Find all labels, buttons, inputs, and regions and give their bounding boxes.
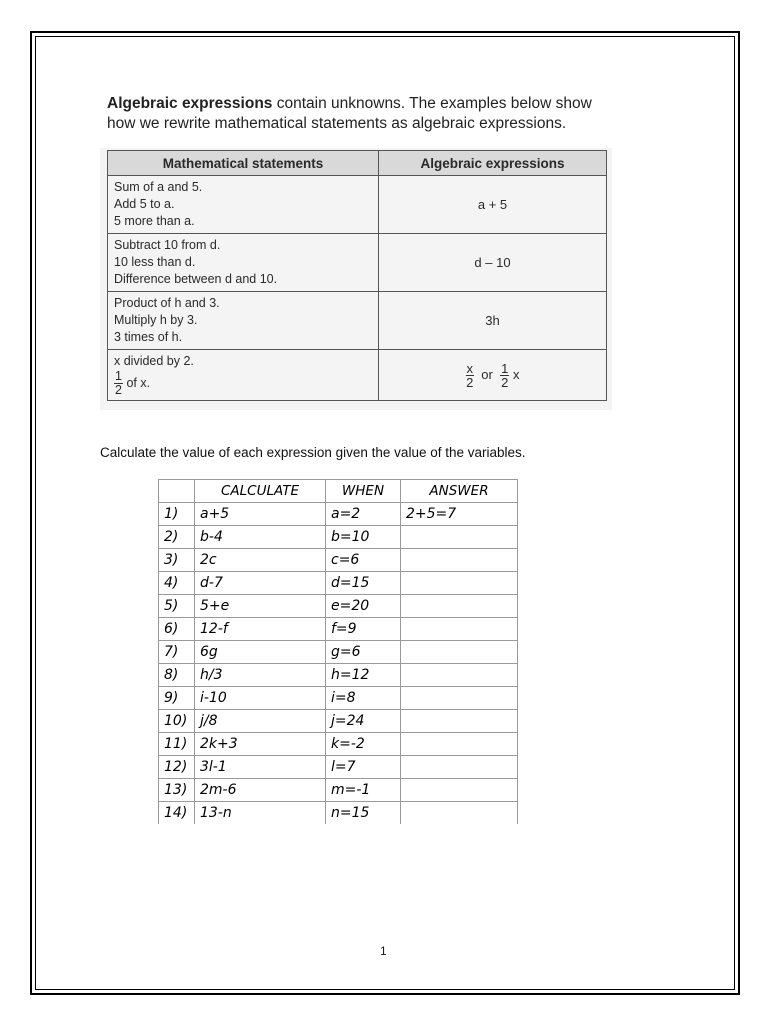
worksheet-table — [158, 479, 518, 824]
answer-cell[interactable] — [401, 595, 518, 618]
table-row — [159, 618, 518, 641]
reference-row — [108, 350, 607, 401]
expression-cell: d – 10 — [379, 234, 607, 292]
reference-row — [108, 234, 607, 292]
calculate-cell: d-7 — [195, 572, 326, 595]
answer-cell[interactable] — [401, 779, 518, 802]
table-row — [159, 595, 518, 618]
statement-text: of x. — [126, 375, 151, 390]
statement-line: Add 5 to a. — [114, 197, 175, 211]
table-row — [159, 664, 518, 687]
answer-cell[interactable] — [401, 756, 518, 779]
header-statements: Mathematical statements — [108, 151, 379, 176]
fraction-numerator: 1 — [115, 369, 122, 383]
calculate-cell: 12-f — [195, 618, 326, 641]
calculate-cell: a+5 — [195, 503, 326, 526]
statement-line: x divided by 2. — [114, 354, 194, 368]
statement-line: 3 times of h. — [114, 330, 183, 344]
expression-cell: 3h — [379, 292, 607, 350]
when-cell: n=15 — [326, 802, 401, 825]
reference-table — [107, 150, 607, 401]
when-cell: j=24 — [326, 710, 401, 733]
reference-row — [108, 292, 607, 350]
when-cell: e=20 — [326, 595, 401, 618]
fraction-denominator: 2 — [466, 374, 474, 390]
statement-line: 10 less than d. — [114, 255, 196, 269]
statement-line: Sum of a and 5. — [114, 180, 203, 194]
table-row — [159, 572, 518, 595]
statements-cell — [108, 234, 379, 292]
calculate-cell: 2c — [195, 549, 326, 572]
row-number-cell: 4) — [159, 572, 195, 595]
table-row — [159, 733, 518, 756]
calculate-cell: 2m-6 — [195, 779, 326, 802]
intro-text: contain unknowns. The examples below show how we rewrite mathematical statements as algebraic expressions. — [107, 95, 592, 132]
fraction — [500, 362, 509, 389]
answer-cell[interactable] — [401, 526, 518, 549]
header-number — [159, 480, 195, 503]
statements-cell — [108, 292, 379, 350]
when-cell: d=15 — [326, 572, 401, 595]
calculate-cell: i-10 — [195, 687, 326, 710]
statement-line: Product of h and 3. — [114, 296, 220, 310]
page-number: 1 — [380, 944, 387, 958]
header-when: WHEN — [326, 480, 401, 503]
table-row — [159, 687, 518, 710]
calculate-cell: 6g — [195, 641, 326, 664]
when-cell: c=6 — [326, 549, 401, 572]
answer-cell[interactable] — [401, 549, 518, 572]
table-row — [159, 641, 518, 664]
statement-line: Multiply h by 3. — [114, 313, 198, 327]
row-number-cell: 5) — [159, 595, 195, 618]
statements-cell — [108, 350, 379, 401]
statement-line: 5 more than a. — [114, 214, 195, 228]
answer-cell[interactable] — [401, 641, 518, 664]
fraction — [114, 370, 123, 397]
row-number-cell: 7) — [159, 641, 195, 664]
calculate-cell: b-4 — [195, 526, 326, 549]
calculate-cell: 2k+3 — [195, 733, 326, 756]
when-cell: f=9 — [326, 618, 401, 641]
calculate-cell: h/3 — [195, 664, 326, 687]
answer-cell[interactable] — [401, 572, 518, 595]
answer-cell[interactable] — [401, 802, 518, 825]
calculate-cell: 3l-1 — [195, 756, 326, 779]
fraction — [466, 362, 475, 389]
intro-bold-term: Algebraic expressions — [107, 95, 273, 112]
variable: x — [512, 366, 520, 382]
or-text: or — [481, 366, 493, 382]
row-number-cell: 6) — [159, 618, 195, 641]
fraction-denominator: 2 — [501, 374, 509, 390]
row-number-cell: 2) — [159, 526, 195, 549]
fraction-numerator: x — [466, 360, 474, 376]
row-number-cell: 9) — [159, 687, 195, 710]
statements-cell — [108, 176, 379, 234]
header-answer: ANSWER — [401, 480, 518, 503]
answer-cell[interactable] — [401, 687, 518, 710]
row-number-cell: 3) — [159, 549, 195, 572]
header-expressions: Algebraic expressions — [379, 151, 607, 176]
when-cell: k=-2 — [326, 733, 401, 756]
when-cell: i=8 — [326, 687, 401, 710]
fraction-denominator: 2 — [115, 383, 122, 397]
statement-line-fraction — [114, 370, 372, 397]
when-cell: a=2 — [326, 503, 401, 526]
calculate-cell: j/8 — [195, 710, 326, 733]
table-row — [159, 503, 518, 526]
calculate-cell: 5+e — [195, 595, 326, 618]
table-row — [159, 710, 518, 733]
intro-paragraph — [107, 94, 617, 134]
row-number-cell: 13) — [159, 779, 195, 802]
statement-line: Subtract 10 from d. — [114, 238, 221, 252]
expression-cell — [379, 350, 607, 401]
instruction-text: Calculate the value of each expression given the value of the variables. — [100, 445, 526, 460]
expression-cell: a + 5 — [379, 176, 607, 234]
reference-header-row — [108, 151, 607, 176]
table-row — [159, 779, 518, 802]
row-number-cell: 10) — [159, 710, 195, 733]
answer-cell[interactable] — [401, 664, 518, 687]
answer-cell[interactable] — [401, 618, 518, 641]
answer-cell[interactable] — [401, 733, 518, 756]
answer-cell[interactable]: 2+5=7 — [401, 503, 518, 526]
table-row — [159, 802, 518, 825]
row-number-cell: 12) — [159, 756, 195, 779]
when-cell: b=10 — [326, 526, 401, 549]
calculate-cell: 13-n — [195, 802, 326, 825]
when-cell: m=-1 — [326, 779, 401, 802]
when-cell: h=12 — [326, 664, 401, 687]
when-cell: l=7 — [326, 756, 401, 779]
row-number-cell: 14) — [159, 802, 195, 825]
worksheet-header-row — [159, 480, 518, 503]
row-number-cell: 8) — [159, 664, 195, 687]
row-number-cell: 11) — [159, 733, 195, 756]
header-calculate: CALCULATE — [195, 480, 326, 503]
when-cell: g=6 — [326, 641, 401, 664]
reference-row — [108, 176, 607, 234]
fraction-numerator: 1 — [501, 360, 509, 376]
table-row — [159, 549, 518, 572]
answer-cell[interactable] — [401, 710, 518, 733]
table-row — [159, 526, 518, 549]
table-row — [159, 756, 518, 779]
row-number-cell: 1) — [159, 503, 195, 526]
statement-line: Difference between d and 10. — [114, 272, 278, 286]
